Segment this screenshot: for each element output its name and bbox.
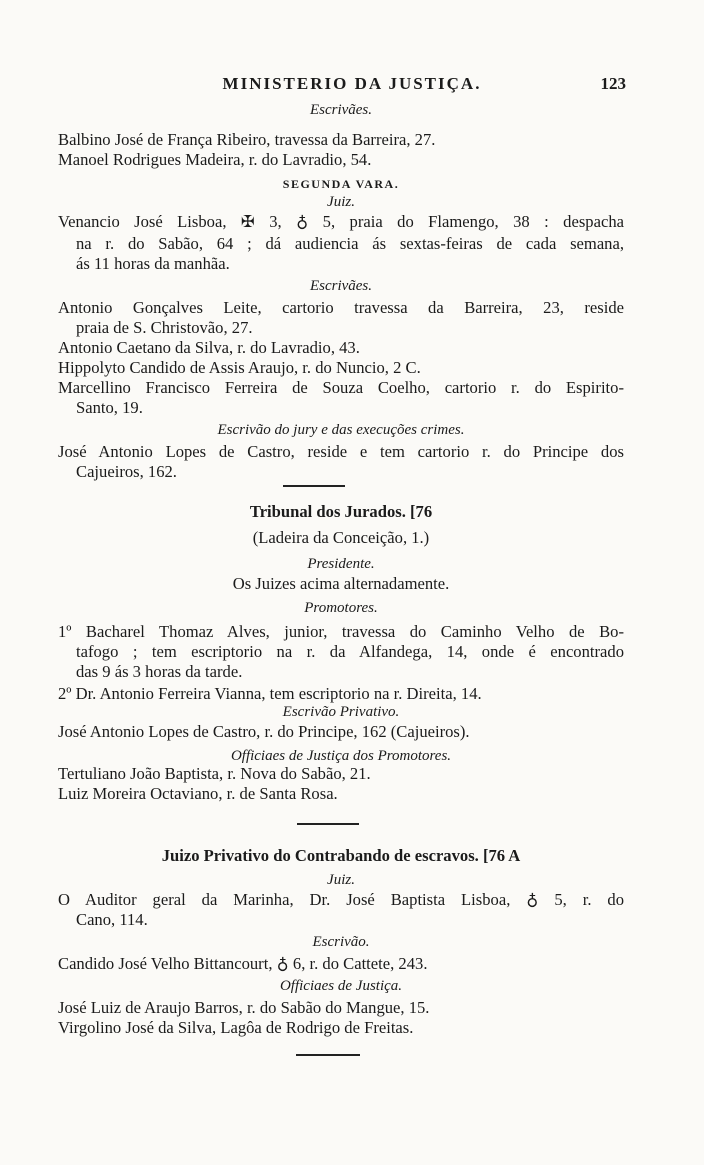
text-line: praia de S. Christovão, 27.	[76, 318, 253, 337]
text-line: Candido José Velho Bittancourt, ♁ 6, r. do Cattete, 243.	[58, 954, 428, 973]
text-line: SEGUNDA VARA.	[282, 177, 400, 191]
text-line: das 9 ás 3 horas da tarde.	[76, 662, 243, 681]
text-line: José Antonio Lopes de Castro, reside e tem cartorio r. do Principe dos	[58, 442, 624, 461]
text-line: Officiaes de Justiça.	[279, 978, 403, 994]
page-header	[0, 74, 704, 100]
text-line: Luiz Moreira Octaviano, r. de Santa Rosa.	[58, 784, 338, 803]
text-line: Santo, 19.	[76, 398, 143, 417]
text-line: ás 11 horas da manhãa.	[76, 254, 230, 273]
text-line: O Auditor geral da Marinha, Dr. José Baptista Lisboa, ♁ 5, r. do	[58, 890, 624, 909]
text-line: Marcellino Francisco Ferreira de Souza Coelho, cartorio r. do Espirito-	[58, 378, 624, 397]
text-line: Venancio José Lisboa, ✠ 3, ♁ 5, praia do Flamengo, 38 : despacha	[58, 212, 624, 231]
text-line: Hippolyto Candido de Assis Araujo, r. do Nuncio, 2 C.	[58, 358, 421, 377]
text-line: na r. do Sabão, 64 ; dá audiencia ás sextas-feiras de cada semana,	[76, 234, 624, 253]
text-line: (Ladeira da Conceição, 1.)	[252, 528, 430, 547]
text-line: Antonio Caetano da Silva, r. do Lavradio, 43.	[58, 338, 360, 357]
text-line: Cajueiros, 162.	[76, 462, 177, 481]
text-line: Balbino José de França Ribeiro, travessa da Barreira, 27.	[58, 130, 436, 149]
text-line: Presidente.	[307, 556, 375, 572]
section-divider	[283, 485, 345, 487]
text-line: Tribunal dos Jurados. [76	[249, 502, 433, 521]
text-line: Juiz.	[327, 872, 355, 888]
text-line: tafogo ; tem escriptorio na r. da Alfandega, 14, onde é encontrado	[76, 642, 624, 661]
text-line: Escrivão do jury e das execuções crimes.	[217, 422, 465, 438]
text-line: Escrivão.	[312, 934, 370, 950]
text-line: José Luiz de Araujo Barros, r. do Sabão do Mangue, 15.	[58, 998, 430, 1017]
text-line: Juizo Privativo do Contrabando de escravos. [76 A	[161, 846, 521, 865]
text-line: Juiz.	[327, 194, 355, 210]
text-line: Cano, 114.	[76, 910, 148, 929]
text-line: Promotores.	[304, 600, 378, 616]
text-line: Escrivães.	[309, 102, 373, 118]
text-line: Officiaes de Justiça dos Promotores.	[230, 748, 452, 764]
text-line: Escrivães.	[309, 278, 373, 294]
text-line: Escrivão Privativo.	[282, 704, 400, 720]
text-line: Virgolino José da Silva, Lagôa de Rodrigo de Freitas.	[58, 1018, 414, 1037]
page-title: MINISTERIO DA JUSTIÇA.	[222, 74, 482, 93]
text-line: Os Juizes acima alternadamente.	[232, 574, 450, 593]
text-line: Antonio Gonçalves Leite, cartorio travessa da Barreira, 23, reside	[58, 298, 624, 317]
section-divider	[296, 1054, 360, 1056]
text-line: 1º Bacharel Thomaz Alves, junior, travessa do Caminho Velho de Bo-	[58, 622, 624, 641]
text-line: Tertuliano João Baptista, r. Nova do Sabão, 21.	[58, 764, 371, 783]
text-line: José Antonio Lopes de Castro, r. do Principe, 162 (Cajueiros).	[58, 722, 470, 741]
text-line: Manoel Rodrigues Madeira, r. do Lavradio, 54.	[58, 150, 372, 169]
section-divider	[297, 823, 359, 825]
page-number: 123	[600, 74, 626, 93]
text-line: 2º Dr. Antonio Ferreira Vianna, tem escriptorio na r. Direita, 14.	[58, 684, 482, 703]
